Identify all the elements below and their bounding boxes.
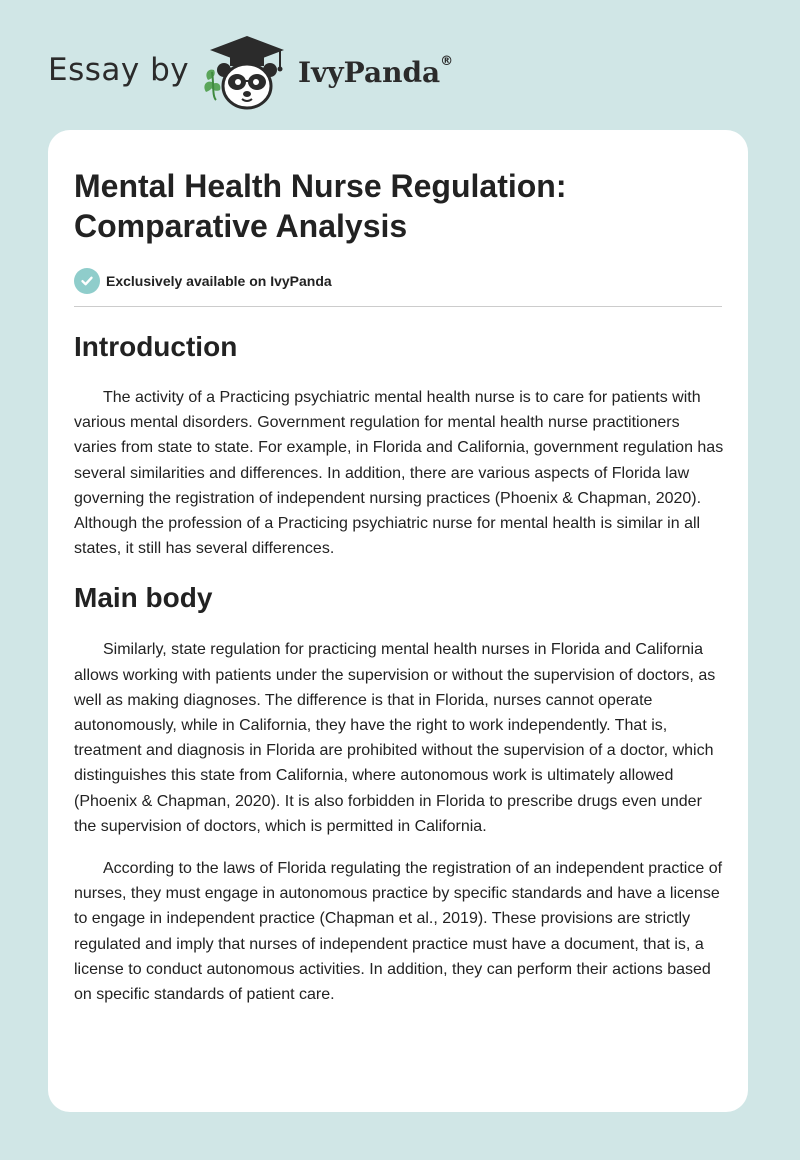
divider xyxy=(74,306,722,307)
section-heading-introduction: Introduction xyxy=(74,331,238,362)
exclusive-badge-text: Exclusively available on IvyPanda xyxy=(106,273,332,289)
brand-name-text: IvyPanda xyxy=(298,56,441,89)
title-line-1: Mental Health Nurse Regulation: xyxy=(74,168,567,204)
exclusive-badge xyxy=(74,268,724,294)
section-heading-main-body: Main body xyxy=(74,582,213,614)
registered-mark: ® xyxy=(440,54,454,69)
article-content xyxy=(74,166,724,1007)
paragraph: According to the laws of Florida regulating the registration of an independent practice of nurses, they must engage in autonomous practice by specific standards and have a license to engage in independent practice (Chapman et al., 2019). These provisions are strictly regulated and imply that nurses of independent practice must have a document, that is, a license to conduct autonomous activities. In addition, they can perform their actions based on specific standards of patient care. xyxy=(74,860,723,1004)
ivypanda-logo-icon[interactable] xyxy=(202,34,292,114)
article-title xyxy=(74,166,724,246)
title-line-2: Comparative Analysis xyxy=(74,208,408,244)
check-circle-icon xyxy=(74,268,100,294)
brand-name[interactable] xyxy=(298,56,453,89)
paragraph: Similarly, state regulation for practicing mental health nurses in Florida and California allows working with patients under the supervision or without the supervision of doctors, as well as making diagnoses. The difference is that in Florida, nurses cannot operate autonomously, while in California, they have the right to work independently. That is, treatment and diagnosis in Florida are prohibited without the supervision of a doctor, which distinguishes this state from California, where autonomous work is ultimately allowed (Phoenix & Chapman, 2020). It is also forbidden in Florida to prescribe drugs even under the supervision of doctors, which is permitted in California. xyxy=(74,641,716,835)
paragraph: The activity of a Practicing psychiatric mental health nurse is to care for patients with various mental disorders. Government regulation for mental health nurse practitioners varies from state to state. For example, in Florida and California, government regulation has several similarities and differences. In addition, there are various aspects of Florida law governing the registration of independent nursing practices (Phoenix & Chapman, 2020). Although the profession of a Practicing psychiatric nurse for mental health is similar in all states, it still has several differences. xyxy=(74,389,724,558)
article-card xyxy=(48,130,748,1112)
essay-by-label: Essay by xyxy=(48,52,190,88)
site-header xyxy=(48,34,508,114)
